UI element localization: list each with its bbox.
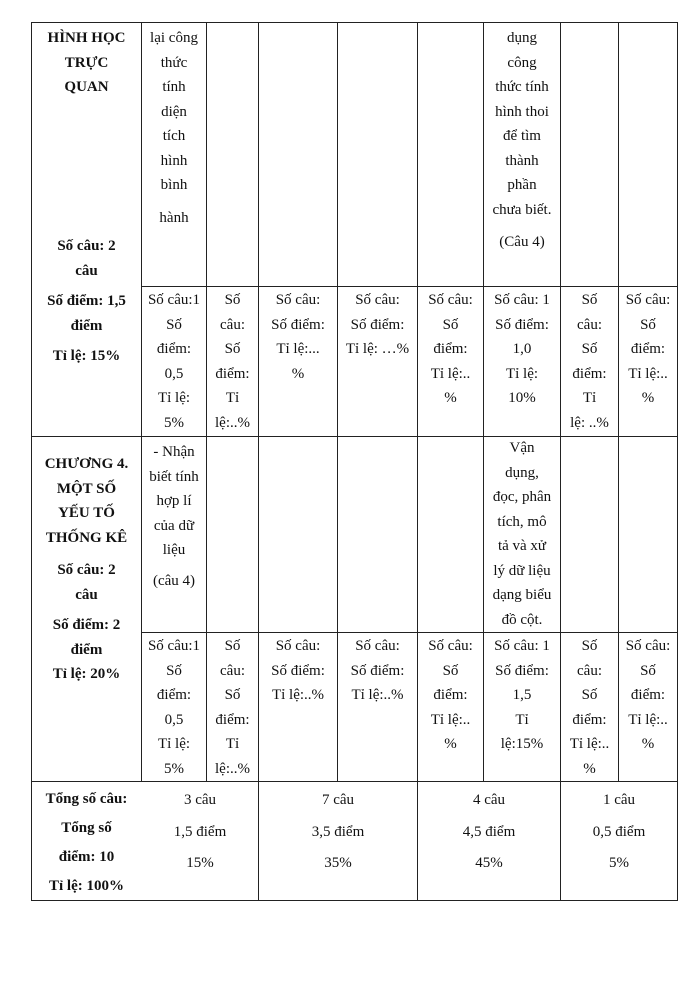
text-line: - Nhận <box>153 444 195 460</box>
text-line: Tỉ lệ:.. <box>430 365 471 382</box>
text-line: 10% <box>508 390 536 406</box>
text-line: câu <box>75 586 98 603</box>
table-line <box>31 436 678 437</box>
text-line: Số câu: <box>355 292 400 308</box>
score-cell <box>418 634 483 757</box>
text-line: hợp lí <box>156 493 192 509</box>
text-line: 4 câu <box>472 792 506 808</box>
total-level-cell <box>561 785 677 880</box>
text-line: dụng, <box>505 464 539 481</box>
table-line <box>417 22 418 901</box>
text-line: Số điểm: 2 <box>52 617 121 633</box>
text-line: tích, mô <box>497 513 547 530</box>
text-line: đọc, phân <box>492 489 552 505</box>
text-line: 0,5 điểm <box>592 823 646 840</box>
score-cell <box>142 288 206 435</box>
text-line: CHƯƠNG 4. <box>44 456 129 472</box>
text-line: 15% <box>186 855 214 871</box>
text-line: Số <box>581 292 598 308</box>
text-line: 4,5 điểm <box>462 823 516 840</box>
text-line: điểm: <box>433 341 468 357</box>
table-line <box>141 286 678 287</box>
score-cell <box>561 634 618 781</box>
text-line: phần <box>507 177 537 193</box>
text-line: Số câu: <box>275 638 321 654</box>
text-line: MỘT SỐ <box>56 480 117 497</box>
score-cell <box>338 288 417 362</box>
table-line <box>31 781 678 782</box>
text-line: hành <box>159 209 189 226</box>
total-level-cell <box>418 785 560 880</box>
text-line: Tỉ <box>225 390 240 406</box>
table-line <box>677 22 678 901</box>
text-line: của dữ <box>153 517 195 534</box>
text-line: 0,5 <box>164 711 184 728</box>
text-line: Số câu: <box>625 638 671 654</box>
text-line: điểm <box>70 317 103 334</box>
text-line: Tỉ lệ: <box>505 365 539 382</box>
text-line: diện <box>161 103 187 120</box>
text-line: 45% <box>475 855 503 871</box>
text-line: Tỉ <box>515 711 529 728</box>
score-cell <box>619 634 677 757</box>
text-line: Số câu: 1 <box>494 638 550 654</box>
text-line: Số <box>581 341 598 357</box>
text-line: Tỉ lệ:.. <box>569 736 610 752</box>
text-line: Số điểm: <box>271 316 325 333</box>
text-line: dụng <box>507 30 537 46</box>
text-line: Số câu: 2 <box>57 238 116 254</box>
text-line: 35% <box>324 855 352 871</box>
text-line: lệ:15% <box>500 736 544 752</box>
text-line: (Câu 4) <box>499 234 545 250</box>
text-line: lệ: ..% <box>570 414 609 431</box>
text-line: Số câu:1 <box>147 292 201 308</box>
text-line: điểm: <box>215 711 250 728</box>
text-line: 1,5 <box>512 687 532 703</box>
total-level-cell <box>259 785 417 880</box>
text-line: thức tính <box>495 79 549 95</box>
text-line: đồ cột. <box>501 611 543 628</box>
text-line: Số điểm: <box>495 662 549 679</box>
text-line: Số <box>224 341 241 357</box>
score-cell <box>259 634 337 708</box>
topic-stats <box>32 234 141 369</box>
total-level-cell <box>142 785 258 880</box>
text-line: YẾU TỐ <box>58 505 115 521</box>
text-line: câu: <box>220 662 245 679</box>
text-line: 1 câu <box>602 792 636 808</box>
text-line: Số <box>224 638 241 654</box>
text-line: điểm <box>70 641 103 658</box>
text-line: TRỰC <box>64 54 109 71</box>
text-line: công <box>507 54 537 71</box>
text-line: liệu <box>162 542 186 558</box>
topic-title <box>32 452 141 550</box>
text-line: 5% <box>164 760 184 777</box>
table-line <box>258 22 259 901</box>
text-line: thành <box>505 152 539 169</box>
text-line: THỐNG KÊ <box>45 529 128 546</box>
text-line: HÌNH HỌC <box>47 30 126 46</box>
text-line: Số <box>224 292 241 308</box>
text-line: % <box>641 736 655 752</box>
text-line: để tìm <box>503 128 541 144</box>
text-line: Số câu: 1 <box>494 292 550 308</box>
text-line: lại công <box>150 30 198 46</box>
score-cell <box>259 288 337 386</box>
text-line: 5% <box>609 855 629 871</box>
text-line: % <box>291 365 305 382</box>
text-line: lệ:..% <box>215 760 250 777</box>
table-line <box>141 632 678 633</box>
text-line: câu: <box>220 316 245 333</box>
text-line: Tỉ lệ: …% <box>345 341 410 357</box>
text-line: 5% <box>164 414 184 431</box>
text-line: điểm: <box>433 687 468 703</box>
text-line: Vận <box>509 440 535 456</box>
text-line: Tỉ lệ:..% <box>271 687 325 703</box>
text-line: Số điểm: <box>271 662 325 679</box>
text-line: tả và xử <box>497 538 547 554</box>
text-line: Số câu: 2 <box>57 562 116 578</box>
text-line: Số câu:1 <box>147 638 201 654</box>
text-line: Tỉ lệ:.. <box>430 711 471 728</box>
text-line: điểm: <box>215 365 250 382</box>
text-line: Số điểm: <box>350 662 405 679</box>
score-cell <box>338 634 417 708</box>
text-line: % <box>444 736 457 752</box>
text-line: 3,5 điểm <box>311 823 365 840</box>
text-line: 0,5 <box>164 365 184 382</box>
text-line: điểm: <box>572 365 607 382</box>
text-line: % <box>583 760 596 777</box>
text-line: điểm: <box>630 341 666 357</box>
text-line: Tỉ lệ:... <box>276 341 320 357</box>
text-line: hình thoi <box>495 103 549 120</box>
text-line: Tổng số câu: <box>45 791 128 807</box>
text-line: 3 câu <box>183 792 217 808</box>
text-line: Số câu: <box>428 638 473 654</box>
text-line: Tỉ lệ:.. <box>628 365 668 382</box>
text-line: Số <box>442 662 459 679</box>
text-line: tính <box>162 79 186 95</box>
text-line: Số <box>166 662 182 679</box>
objective-cell <box>142 440 206 593</box>
text-line: Số câu: <box>355 638 400 654</box>
text-line: Tỉ lệ: 100% <box>49 878 124 894</box>
text-line: Tỉ lệ: 15% <box>52 348 121 364</box>
text-line: Tỉ lệ: <box>157 390 191 406</box>
text-line: biết tính <box>149 468 199 485</box>
text-line: 7 câu <box>321 792 355 808</box>
text-line: bình <box>160 177 188 193</box>
text-line: lý dữ liệu <box>493 562 551 579</box>
text-line: Số điểm: 1,5 <box>47 293 126 309</box>
text-line: Số điểm: <box>495 316 549 333</box>
text-line: Số câu: <box>625 292 671 308</box>
text-line: điểm: <box>630 687 666 703</box>
text-line: 1,5 điểm <box>173 823 227 840</box>
text-line: điểm: <box>156 341 192 357</box>
topic-title <box>32 26 141 100</box>
text-line: Số câu: <box>275 292 321 308</box>
text-line: hình <box>160 152 188 169</box>
text-line: lệ:..% <box>215 414 250 431</box>
text-line: (câu 4) <box>152 572 196 589</box>
text-line: điểm: <box>156 687 192 703</box>
objective-cell <box>484 26 560 255</box>
topic-stats <box>32 558 141 687</box>
table-line <box>31 22 678 23</box>
totals-label <box>32 785 141 901</box>
score-cell <box>207 634 258 781</box>
text-line: Số <box>640 662 656 679</box>
text-line: Số <box>581 687 598 703</box>
text-line: QUAN <box>64 79 109 95</box>
text-line: câu: <box>577 316 602 333</box>
text-line: Số <box>640 316 656 333</box>
text-line: % <box>641 390 655 406</box>
score-cell <box>561 288 618 435</box>
text-line: thức <box>160 54 188 71</box>
score-cell <box>619 288 677 411</box>
text-line: câu <box>75 262 98 279</box>
text-line: Số <box>581 638 598 654</box>
text-line: Tỉ lệ:..% <box>351 687 404 703</box>
text-line: Tổng số <box>61 820 112 836</box>
text-line: câu: <box>577 662 602 679</box>
text-line: Tỉ lệ: 20% <box>52 666 121 682</box>
text-line: điểm: <box>572 711 607 728</box>
text-line: Số <box>442 316 459 333</box>
text-line: Tỉ <box>225 736 240 752</box>
text-line: Số điểm: <box>350 316 405 333</box>
score-cell <box>207 288 258 435</box>
text-line: Số <box>224 687 241 703</box>
text-line: chưa biết. <box>492 201 552 218</box>
text-line: Tỉ lệ:.. <box>628 711 668 728</box>
text-line: Tỉ <box>582 390 597 406</box>
text-line: 1,0 <box>512 341 532 357</box>
text-line: điểm: 10 <box>58 849 115 865</box>
score-cell <box>484 634 560 757</box>
text-line: Số <box>166 316 182 333</box>
text-line: Số câu: <box>428 292 473 308</box>
score-cell <box>484 288 560 411</box>
objective-cell <box>484 436 560 632</box>
score-cell <box>418 288 483 411</box>
text-line: % <box>444 390 457 406</box>
score-cell <box>142 634 206 781</box>
text-line: Tỉ lệ: <box>157 736 191 752</box>
text-line: dạng biểu <box>492 587 552 603</box>
objective-cell <box>142 26 206 230</box>
text-line: tích <box>162 128 186 144</box>
